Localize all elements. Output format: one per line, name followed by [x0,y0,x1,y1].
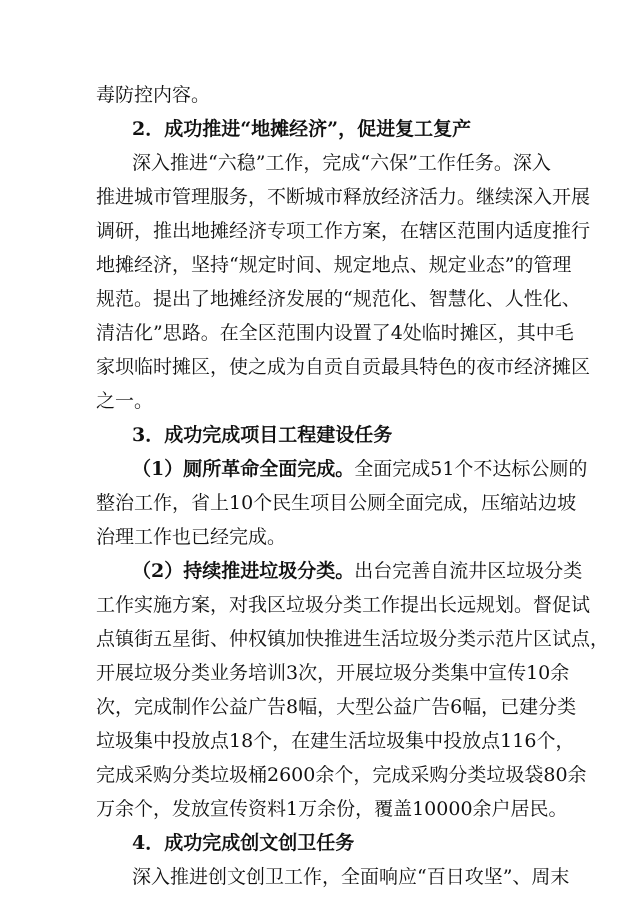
paragraph-line: 毒防控内容。 [96,84,211,106]
paragraph-line: 推进城市管理服务，不断城市释放经济活力。继续深入开展 [96,186,591,208]
paragraph-line: 调研，推出地摊经济专项工作方案，在辖区范围内适度推行 [96,220,591,242]
paragraph-line: 垃圾集中投放点18个，在建生活垃圾集中投放点116个， [96,730,575,752]
paragraph-line: 地摊经济，坚持“规定时间、规定地点、规定业态”的管理 [96,254,572,276]
paragraph-line: 规范。提出了地摊经济发展的“规范化、智慧化、人性化、 [96,288,581,310]
section-heading-3: 3．成功完成项目工程建设任务 [132,424,393,446]
paragraph-line: 点镇街五星街、仲权镇加快推进生活垃圾分类示范片区试点， [96,628,610,650]
paragraph-line: 开展垃圾分类业务培训3次，开展垃圾分类集中宣传10余 [96,662,570,684]
paragraph-line: 深入推进创文创卫工作，全面响应“百日攻坚”、周末 [132,866,570,888]
sub-heading-toilet-revolution: （1）厕所革命全面完成。 [132,458,355,480]
sub-heading-waste-sorting: （2）持续推进垃圾分类。 [132,560,355,582]
paragraph-line [132,452,588,486]
paragraph-text: 出台完善自流井区垃圾分类 [354,560,583,582]
paragraph-line: 整治工作，省上10个民生项目公厕全面完成，压缩站边坡 [96,492,577,514]
paragraph-line: 深入推进“六稳”工作，完成“六保”工作任务。深入 [132,152,551,174]
paragraph-line: 完成采购分类垃圾桶2600余个，完成采购分类垃圾袋80余 [96,764,587,786]
paragraph-line: 治理工作也已经完成。 [96,526,287,548]
section-heading-4: 4．成功完成创文创卫任务 [132,832,355,854]
paragraph-line: 之一。 [96,390,154,412]
paragraph-line: 清洁化”思路。在全区范围内设置了4处临时摊区，其中毛 [96,322,574,344]
paragraph-line: 家坝临时摊区，使之成为自贡自贡最具特色的夜市经济摊区 [96,356,591,378]
section-heading-2: 2．成功推进“地摊经济”，促进复工复产 [132,118,472,140]
paragraph-line: 工作实施方案，对我区垃圾分类工作提出长远规划。督促试 [96,594,591,616]
paragraph-line [132,554,583,588]
paragraph-line: 万余个，发放宣传资料1万余份，覆盖10000余户居民。 [96,798,568,820]
paragraph-text: 全面完成51个不达标公厕的 [354,458,588,480]
paragraph-line: 次，完成制作公益广告8幅，大型公益广告6幅，已建分类 [96,696,577,718]
